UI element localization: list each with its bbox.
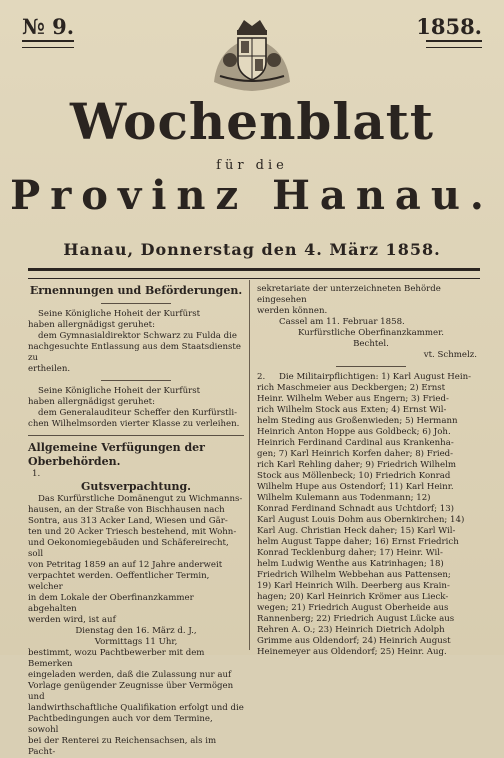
separator xyxy=(101,303,171,304)
text-line: von Petritag 1859 an auf 12 Jahre anderweit xyxy=(28,560,223,570)
text-line: hagen; 20) Karl Heinrich Krömer aus Lieck- xyxy=(257,592,449,602)
text-line: Wilhelm Kulemann aus Todenmann; 12) xyxy=(257,493,431,503)
text-line: dem Gymnasialdirektor Schwarz zu Fulda die xyxy=(38,331,237,341)
left-column xyxy=(28,284,244,758)
masthead-fuer: für die xyxy=(216,158,288,173)
text-line: und Oekonomiegebäuden und Schäfereirecht, soll xyxy=(28,538,229,559)
item-number: 2. xyxy=(257,372,266,382)
text-line: Konrad Tecklenburg daher; 17) Heinr. Wil- xyxy=(257,548,443,558)
text-line: verpachtet werden. Oeffentlicher Termin, welcher xyxy=(28,571,210,592)
section-heading-decrees: Allgemeine Verfügungen der Oberbehörden. xyxy=(28,441,205,468)
text-line: Vorlage genügender Zeugnisse über Vermögen und xyxy=(28,681,234,702)
text-line: haben allergnädigst geruhet: xyxy=(28,320,156,330)
separator xyxy=(336,366,406,367)
masthead-province: Provinz Hanau. xyxy=(10,172,494,219)
text-line: wegen; 21) Friedrich August Oberheide aus xyxy=(257,603,449,613)
text-line: helm Steding aus Großenwieden; 5) Hermann xyxy=(257,416,458,426)
dateline: Hanau, Donnerstag den 4. März 1858. xyxy=(63,240,441,259)
column-divider xyxy=(249,280,250,650)
text-line: Die Militairpflichtigen: 1) Karl August Hein- xyxy=(279,372,472,382)
text-line: hausen, an der Straße von Bischhausen nach xyxy=(28,505,225,515)
text-line: Seine Königliche Hoheit der Kurfürst xyxy=(38,386,201,396)
text-line: Karl August Louis Dohm aus Obernkirchen; 14) xyxy=(257,515,465,525)
text-line: Rehren A. O.; 23) Heinrich Dietrich Adolph xyxy=(257,625,445,635)
text-line: werden wird, ist auf xyxy=(28,615,116,625)
text-line: Stock aus Möllenbeck; 10) Friedrich Konrad xyxy=(257,471,451,481)
text-line: landwirthschaftliche Qualifikation erfolgt und die xyxy=(28,703,244,713)
separator xyxy=(101,380,171,381)
text-line: rich Wilhelm Stock aus Exten; 4) Ernst Wil- xyxy=(257,405,447,415)
text-line: Karl Aug. Christian Heck daher; 15) Karl Wil- xyxy=(257,526,456,536)
section-heading-appointments: Ernennungen und Beförderungen. xyxy=(29,284,243,297)
term-time: Vormittags 11 Uhr, xyxy=(94,637,178,647)
text-line: Seine Königliche Hoheit der Kurfürst xyxy=(38,309,201,319)
text-line: sekretariate der unterzeichneten Behörde eingesehen xyxy=(257,284,441,305)
text-line: werden können. xyxy=(257,306,328,316)
text-line: Rannenberg; 22) Friedrich August Lücke aus xyxy=(257,614,455,624)
text-line: Heinrich Anton Hoppe aus Goldbeck; 6) Joh. xyxy=(257,427,451,437)
right-column xyxy=(257,284,485,658)
text-line: Wilhelm Hupe aus Ostendorf; 11) Karl Heinr. xyxy=(257,482,454,492)
subheading-lease: Gutsverpachtung. xyxy=(81,480,191,493)
authority-name: Kurfürstliche Oberfinanzkammer. xyxy=(297,328,445,338)
text-line: nachgesuchte Entlassung aus dem Staatsdienste zu xyxy=(28,342,241,363)
text-line: Heinr. Wilhelm Weber aus Engern; 3) Fried- xyxy=(257,394,449,404)
text-line: eingeladen werden, daß die Zulassung nur auf xyxy=(28,670,232,680)
text-line: in dem Lokale der Oberfinanzkammer abgehalten xyxy=(28,593,194,614)
text-line: Sontra, aus 313 Acker Land, Wiesen und Gär- xyxy=(28,516,228,526)
text-line: bei der Renterei zu Reichensachsen, als im Pacht- xyxy=(28,736,217,757)
text-line: Das Kurfürstliche Domänengut zu Wichmanns- xyxy=(38,494,243,504)
text-line: Heinrich Ferdinand Cardinal aus Krankenha- xyxy=(257,438,454,448)
text-line: Grimme aus Oldendorf; 24) Heinrich August xyxy=(257,636,451,646)
header-rule xyxy=(28,268,480,279)
issue-number: № 9. xyxy=(22,14,75,39)
text-line: chen Wilhelmsorden vierter Klasse zu verleihen. xyxy=(28,419,240,429)
separator xyxy=(28,435,244,436)
item-number: 1. xyxy=(32,469,41,479)
numbered-item xyxy=(257,372,485,383)
issue-underline xyxy=(22,40,74,48)
text-line: dem Generalauditeur Scheffer den Kurfürstli- xyxy=(38,408,238,418)
text-line: bestimmt, wozu Pachtbewerber mit dem Bemerken xyxy=(28,648,205,669)
text-line: ertheilen. xyxy=(28,364,71,374)
text-line: ten und 20 Acker Triesch bestehend, mit Wohn- xyxy=(28,527,237,537)
term-date: Dienstag den 16. März d. J., xyxy=(75,626,197,636)
issue-year: 1858. xyxy=(416,14,482,39)
text-line: Konrad Ferdinand Schnadt aus Uchtdorf; 13) xyxy=(257,504,455,514)
coat-of-arms-icon xyxy=(210,16,294,94)
year-underline xyxy=(426,40,482,48)
text-line: rich Karl Rehling daher; 9) Friedrich Wilhelm xyxy=(257,460,456,470)
signature-name-second: vt. Schmelz. xyxy=(423,350,477,360)
masthead-title: Wochenblatt xyxy=(70,92,434,151)
text-line: helm August Tappe daher; 16) Ernst Friedrich xyxy=(257,537,459,547)
signature-name: Bechtel. xyxy=(353,339,389,349)
text-line: Pachtbedingungen auch vor dem Termine, sowohl xyxy=(28,714,213,735)
text-line: Heinemeyer aus Oldendorf; 25) Heinr. Aug. xyxy=(257,647,447,657)
place-date: Cassel am 11. Februar 1858. xyxy=(279,317,405,327)
text-line: 19) Karl Heinrich Wilh. Deerberg aus Krain- xyxy=(257,581,450,591)
text-line: haben allergnädigst geruhet: xyxy=(28,397,156,407)
text-line: rich Maschmeier aus Deckbergen; 2) Ernst xyxy=(257,383,446,393)
text-line: Friedrich Wilhelm Webbehan aus Pattensen; xyxy=(257,570,451,580)
text-line: gen; 7) Karl Heinrich Korfen daher; 8) Fried- xyxy=(257,449,454,459)
text-line: helm Ludwig Wenthe aus Katrinhagen; 18) xyxy=(257,559,444,569)
